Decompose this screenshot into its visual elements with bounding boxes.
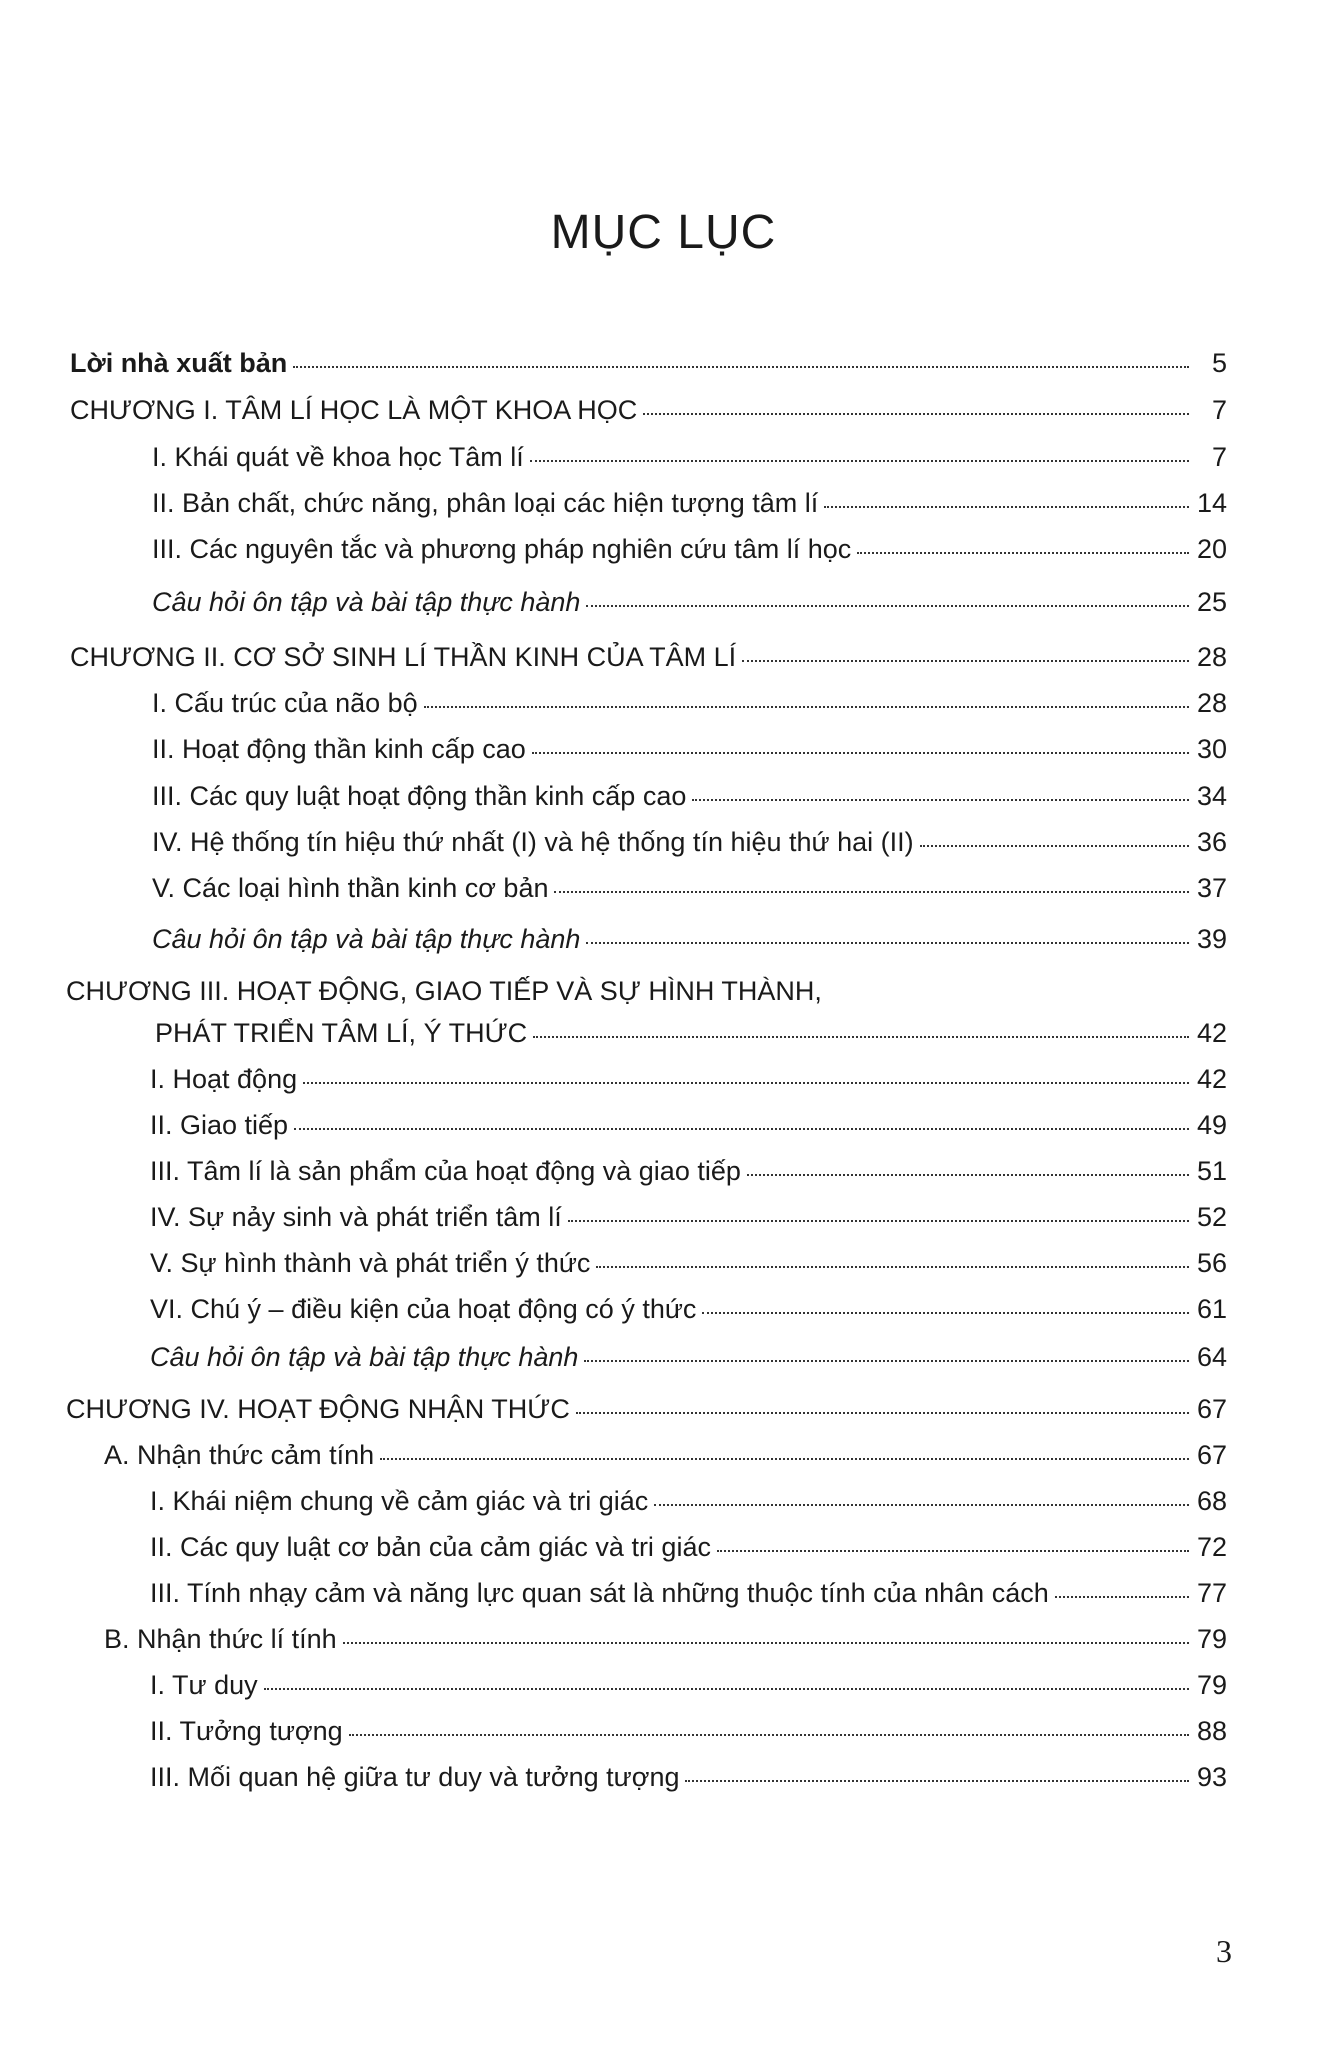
dot-leader xyxy=(424,705,1189,708)
dot-leader xyxy=(584,1359,1189,1362)
toc-entry-page: 56 xyxy=(1196,1248,1227,1278)
dot-leader xyxy=(293,365,1189,368)
toc-entry-page: 30 xyxy=(1196,734,1227,764)
dot-leader xyxy=(717,1549,1189,1552)
dot-leader xyxy=(1055,1595,1189,1598)
toc-entry-page: 37 xyxy=(1196,873,1227,903)
toc-entry-label: Lời nhà xuất bản xyxy=(70,348,288,378)
toc-entry-label: V. Sự hình thành và phát triển ý thức xyxy=(150,1248,591,1278)
toc-entry-label: II. Bản chất, chức năng, phân loại các hiện tượng tâm lí xyxy=(152,488,819,518)
toc-entry[interactable] xyxy=(152,486,1227,520)
toc-entry-page: 7 xyxy=(1211,442,1227,472)
toc-entry-label: III. Các nguyên tắc và phương pháp nghiên cứu tâm lí học xyxy=(152,534,852,564)
dot-leader xyxy=(586,604,1189,607)
toc-entry-page: 51 xyxy=(1196,1156,1227,1186)
dot-leader xyxy=(702,1311,1189,1314)
toc-entry-page: 61 xyxy=(1196,1294,1227,1324)
dot-leader xyxy=(742,659,1189,662)
dot-leader xyxy=(857,551,1189,554)
dot-leader xyxy=(264,1687,1189,1690)
toc-chapter-4[interactable] xyxy=(66,1392,1227,1426)
toc-entry-page: 36 xyxy=(1196,827,1227,857)
dot-leader xyxy=(576,1411,1189,1414)
toc-entry[interactable] xyxy=(150,1530,1227,1564)
dot-leader xyxy=(532,751,1189,754)
toc-section[interactable] xyxy=(104,1438,1227,1472)
toc-entry-label: I. Khái quát về khoa học Tâm lí xyxy=(152,442,524,472)
toc-entry-page: 67 xyxy=(1196,1394,1227,1424)
toc-entry[interactable] xyxy=(150,1760,1227,1794)
toc-entry-label: Câu hỏi ôn tập và bài tập thực hành xyxy=(152,924,581,954)
toc-entry-review[interactable] xyxy=(150,1340,1227,1374)
toc-entry[interactable] xyxy=(150,1484,1227,1518)
toc-entry[interactable] xyxy=(150,1154,1227,1188)
dot-leader xyxy=(533,1035,1189,1038)
toc-entry-label: I. Khái niệm chung về cảm giác và tri giác xyxy=(150,1486,649,1516)
dot-leader xyxy=(380,1457,1189,1460)
dot-leader xyxy=(303,1081,1189,1084)
toc-entry-label: Câu hỏi ôn tập và bài tập thực hành xyxy=(152,587,581,617)
toc-entry-page: 25 xyxy=(1196,587,1227,617)
toc-entry-label: II. Hoạt động thần kinh cấp cao xyxy=(152,734,526,764)
toc-entry-label: PHÁT TRIỂN TÂM LÍ, Ý THỨC xyxy=(155,1018,528,1048)
toc-entry-label: II. Tưởng tượng xyxy=(150,1716,343,1746)
toc-chapter-1[interactable] xyxy=(70,393,1227,427)
dot-leader xyxy=(920,844,1189,847)
dot-leader xyxy=(692,798,1189,801)
toc-entry-page: 28 xyxy=(1196,688,1227,718)
page-title: MỤC LỤC xyxy=(550,206,777,259)
page-number: 3 xyxy=(1216,1933,1232,1969)
toc-entry[interactable] xyxy=(152,825,1227,859)
toc-entry-label: V. Các loại hình thần kinh cơ bản xyxy=(152,873,549,903)
toc-chapter-3-line-1: CHƯƠNG III. HOẠT ĐỘNG, GIAO TIẾP VÀ SỰ HÌNH THÀNH, xyxy=(66,976,822,1006)
toc-entry[interactable] xyxy=(150,1714,1227,1748)
toc-entry[interactable] xyxy=(150,1108,1227,1142)
dot-leader xyxy=(654,1503,1189,1506)
dot-leader xyxy=(685,1779,1189,1782)
toc-entry[interactable] xyxy=(150,1246,1227,1280)
toc-entry-label: VI. Chú ý – điều kiện của hoạt động có ý thức xyxy=(150,1294,697,1324)
dot-leader xyxy=(643,412,1189,415)
dot-leader xyxy=(596,1265,1189,1268)
toc-entry-label: III. Mối quan hệ giữa tư duy và tưởng tượng xyxy=(150,1762,680,1792)
toc-entry-page: 79 xyxy=(1196,1624,1227,1654)
toc-entry-label: I. Hoạt động xyxy=(150,1064,298,1094)
toc-entry-page: 88 xyxy=(1196,1716,1227,1746)
toc-entry-label: III. Tâm lí là sản phẩm của hoạt động và giao tiếp xyxy=(150,1156,741,1186)
toc-entry-page: 7 xyxy=(1211,395,1227,425)
toc-entry-page: 5 xyxy=(1211,348,1227,378)
dot-leader xyxy=(747,1173,1189,1176)
toc-entry[interactable] xyxy=(152,871,1227,905)
toc-entry-page: 77 xyxy=(1196,1578,1227,1608)
toc-chapter-3[interactable] xyxy=(155,1016,1227,1050)
toc-entry-review[interactable] xyxy=(152,585,1227,619)
toc-entry-label: I. Cấu trúc của não bộ xyxy=(152,688,418,718)
toc-entry-label: II. Giao tiếp xyxy=(150,1110,289,1140)
toc-entry-page: 34 xyxy=(1196,781,1227,811)
toc-entry-label: III. Tính nhạy cảm và năng lực quan sát là những thuộc tính của nhân cách xyxy=(150,1578,1049,1608)
toc-entry[interactable] xyxy=(152,440,1227,474)
toc-entry-label: CHƯƠNG I. TÂM LÍ HỌC LÀ MỘT KHOA HỌC xyxy=(70,395,638,425)
toc-entry-page: 42 xyxy=(1196,1064,1227,1094)
toc-entry-page: 28 xyxy=(1196,642,1227,672)
toc-entry-page: 64 xyxy=(1196,1342,1227,1372)
dot-leader xyxy=(554,890,1189,893)
toc-entry-page: 72 xyxy=(1196,1532,1227,1562)
dot-leader xyxy=(343,1641,1189,1644)
toc-entry-page: 49 xyxy=(1196,1110,1227,1140)
toc-entry-label: A. Nhận thức cảm tính xyxy=(104,1440,375,1470)
dot-leader xyxy=(824,505,1189,508)
toc-entry[interactable] xyxy=(150,1062,1227,1096)
toc-entry-preface[interactable] xyxy=(70,346,1227,380)
toc-chapter-2[interactable] xyxy=(70,640,1227,674)
toc-entry[interactable] xyxy=(152,686,1227,720)
toc-entry[interactable] xyxy=(150,1668,1227,1702)
toc-entry[interactable] xyxy=(152,779,1227,813)
toc-entry-label: IV. Hệ thống tín hiệu thứ nhất (I) và hệ thống tín hiệu thứ hai (II) xyxy=(152,827,914,857)
dot-leader xyxy=(294,1127,1189,1130)
toc-entry-page: 14 xyxy=(1196,488,1227,518)
toc-entry[interactable] xyxy=(152,732,1227,766)
toc-section[interactable] xyxy=(104,1622,1227,1656)
dot-leader xyxy=(568,1219,1189,1222)
toc-entry-label: Câu hỏi ôn tập và bài tập thực hành xyxy=(150,1342,579,1372)
toc-entry-label: CHƯƠNG II. CƠ SỞ SINH LÍ THẦN KINH CỦA TÂM LÍ xyxy=(70,642,737,672)
toc-entry-label: B. Nhận thức lí tính xyxy=(104,1624,337,1654)
toc-entry-page: 67 xyxy=(1196,1440,1227,1470)
toc-entry-page: 68 xyxy=(1196,1486,1227,1516)
toc-entry-page: 93 xyxy=(1196,1762,1227,1792)
toc-entry-page: 39 xyxy=(1196,924,1227,954)
toc-entry-page: 20 xyxy=(1196,534,1227,564)
toc-entry-page: 79 xyxy=(1196,1670,1227,1700)
dot-leader xyxy=(349,1733,1189,1736)
toc-entry-label: III. Các quy luật hoạt động thần kinh cấp cao xyxy=(152,781,687,811)
toc-entry-label: IV. Sự nảy sinh và phát triển tâm lí xyxy=(150,1202,562,1232)
toc-entry-review[interactable] xyxy=(152,922,1227,956)
toc-entry[interactable] xyxy=(152,532,1227,566)
toc-entry-page: 42 xyxy=(1196,1018,1227,1048)
toc-entry-label: I. Tư duy xyxy=(150,1670,258,1700)
toc-entry[interactable] xyxy=(150,1576,1227,1610)
toc-entry-page: 52 xyxy=(1196,1202,1227,1232)
dot-leader xyxy=(530,459,1189,462)
toc-entry-label: II. Các quy luật cơ bản của cảm giác và tri giác xyxy=(150,1532,711,1562)
toc-entry[interactable] xyxy=(150,1200,1227,1234)
toc-entry-label: CHƯƠNG IV. HOẠT ĐỘNG NHẬN THỨC xyxy=(66,1394,570,1424)
toc-entry[interactable] xyxy=(150,1292,1227,1326)
dot-leader xyxy=(586,941,1189,944)
